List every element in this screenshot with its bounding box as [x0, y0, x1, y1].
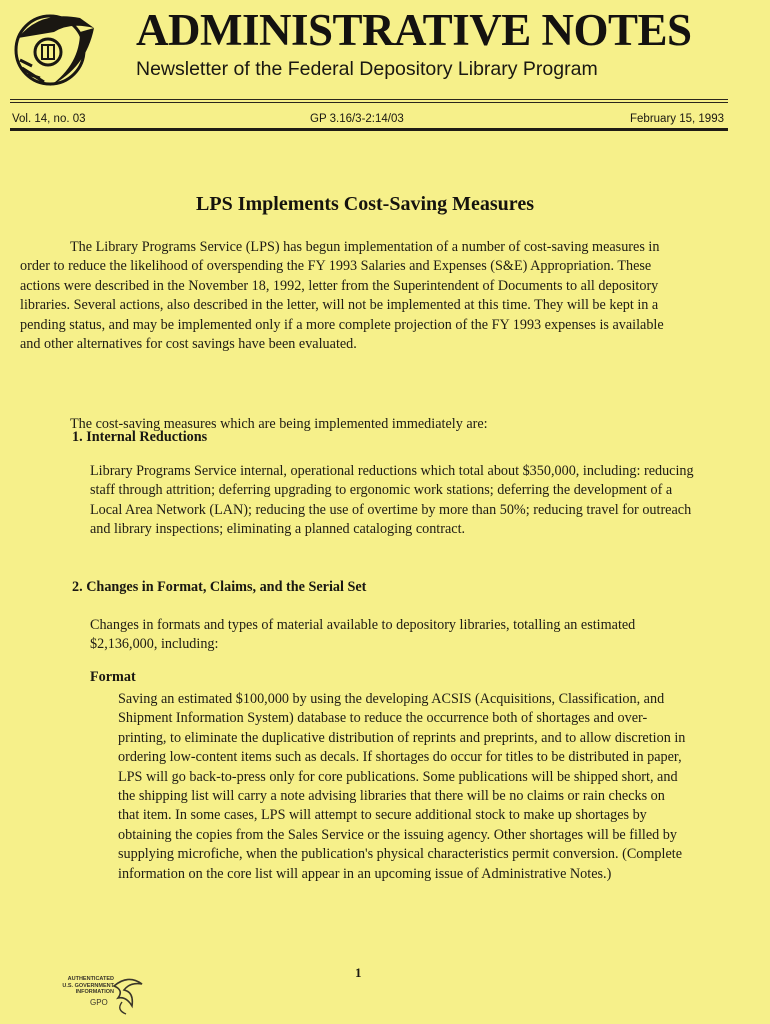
section2-body: Changes in formats and types of material available to depository libraries, totalling an estimated $2,136,000, including: — [90, 617, 636, 653]
authentication-gpo: GPO — [90, 998, 108, 1007]
issue-info-row — [12, 113, 724, 129]
masthead-rule-top — [10, 99, 728, 100]
issue-doc-number: GP 3.16/3-2:14/03 — [310, 113, 404, 125]
section2-heading: 2. Changes in Format, Claims, and the Serial Set — [72, 579, 367, 595]
authentication-text: AUTHENTICATED U.S. GOVERNMENT INFORMATION — [62, 976, 114, 995]
fdlp-eagle-logo-icon — [10, 8, 96, 90]
format-body: Saving an estimated $100,000 by using the developing ACSIS (Acquisitions, Classification, and Shipment Information System) database to reduce the occurrence both of shortages and over-printing, to eliminate the duplicative distribution of reprints and preprints, and to allow discretion in ordering low-content items such as decals. If shortages do occur for titles to be distributed in paper, LPS will go back-to-press only for core publications. Some publications will be shipped short, and the shipping list will carry a note advising libraries that there will be no claims or rain checks on that item. In some cases, LPS will attempt to secure additional stock to make up shortages by obtaining the copies from the Sales Service or the issuing agency. Other shortages will be filled by supplying microfiche, when the publication's physical characteristics permit conversion. (Complete information on the core list will appear in an upcoming issue of Administrative Notes.) — [118, 691, 686, 882]
masthead-rule-bottom — [10, 128, 728, 131]
article-intro-paragraph: The Library Programs Service (LPS) has begun implementation of a number of cost-saving measures in order to reduce the likelihood of overspending the FY 1993 Salaries and Expenses (S&E) Appropriation. These actions were described in the November 18, 1992, letter from the Superintendent of Documents to all depository libraries. Several actions, also described in the letter, will not be implemented at this time. They will be kept in a pending status, and may be implemented only if a more complete projection of the FY 1993 expenses is available and other alternatives for cost savings have been evaluated. — [20, 239, 664, 353]
format-heading: Format — [90, 669, 136, 685]
authentication-mark — [38, 976, 148, 1016]
masthead-rule-top-2 — [10, 102, 728, 103]
section1-heading: 1. Internal Reductions — [72, 429, 208, 445]
masthead-title: ADMINISTRATIVE NOTES — [136, 5, 692, 55]
article-headline: LPS Implements Cost-Saving Measures — [196, 193, 534, 215]
gpo-eagle-icon — [108, 976, 148, 1016]
issue-volume: Vol. 14, no. 03 — [12, 113, 86, 125]
masthead-subtitle: Newsletter of the Federal Depository Library Program — [136, 58, 598, 80]
article-lead-in: The cost-saving measures which are being implemented immediately are: — [70, 416, 488, 432]
issue-date: February 15, 1993 — [630, 113, 724, 125]
page-number: 1 — [355, 965, 362, 980]
section1-body: Library Programs Service internal, operational reductions which total about $350,000, including: reducing staff through attrition; deferring upgrading to ergonomic work stations; deferring the development of a Local Area Network (LAN); reducing the use of overtime by more than 50%; reducing travel for outreach and library inspections; eliminating a planned cataloging contract. — [90, 463, 694, 538]
